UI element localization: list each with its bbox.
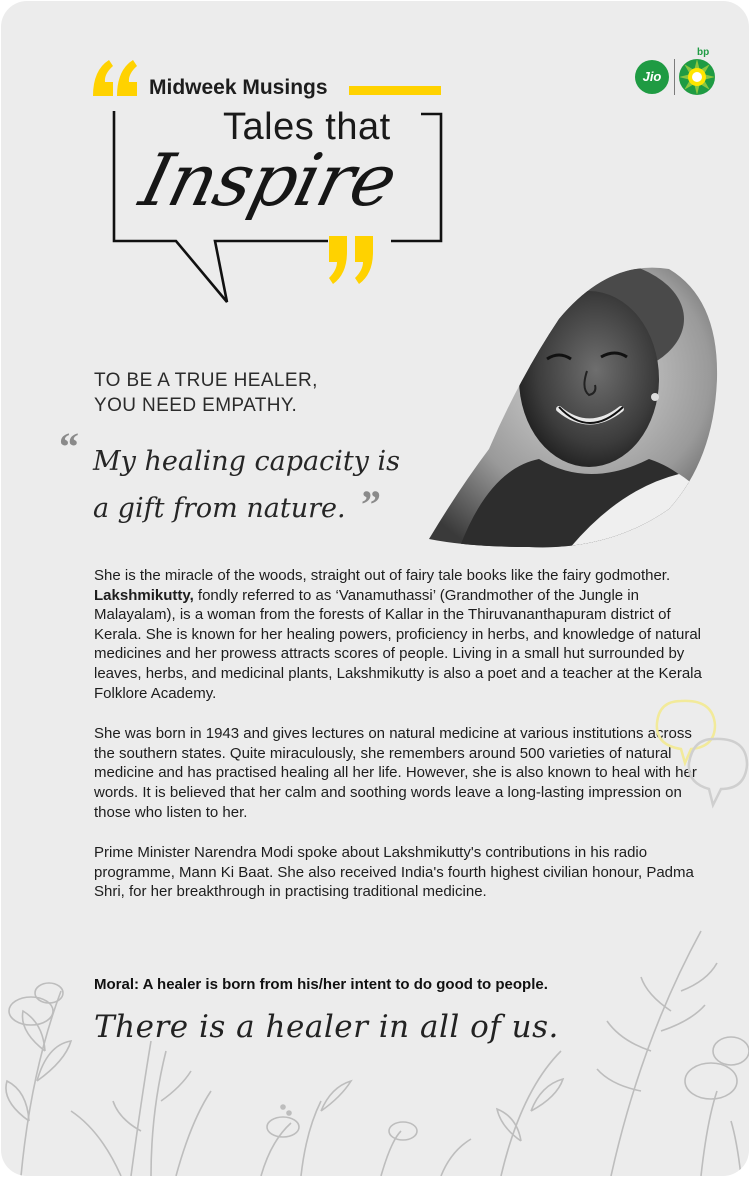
speech-bubbles-decor-icon xyxy=(651,691,749,811)
masthead-line-2: Inspire xyxy=(132,138,405,222)
paragraph-3: Prime Minister Narendra Modi spoke about Lakshmikutty's contributions in his radio programme, Mann Ki Baat. She also received India's fourth highest civilian honour, Padma Shri, for her breakthrough in practising traditional medicine. xyxy=(94,844,694,901)
headline-line-1: TO BE A TRUE HEALER, xyxy=(94,370,318,391)
moral-line: Moral: A healer is born from his/her intent to do good to people. xyxy=(94,976,548,993)
grey-close-quote-icon: ” xyxy=(361,482,381,527)
jio-bp-logo xyxy=(635,47,719,107)
masthead-line-1: Tales that xyxy=(223,106,391,148)
jio-logo-icon: Jio xyxy=(635,60,669,94)
closing-script: There is a healer in all of us. xyxy=(94,1009,559,1045)
poster-card xyxy=(1,1,749,1176)
yellow-close-quote-icon xyxy=(329,236,373,284)
grey-open-quote-icon: “ xyxy=(59,424,79,469)
yellow-bar xyxy=(349,86,441,95)
paragraph-1-rest: fondly referred to as ‘Vanamuthassi’ (Grandmother of the Jungle in Malayalam), is a woman from the forests of Kallar in the Thiruvananthapuram district of Kerala. She is known for her healing powers, proficiency in herbs, and knowledge of natural medicines and her prowess attracts scores of people. Living in a small hut surrounded by leaves, herbs, and medicinal plants, Lakshmikutty is also a poet and a teacher at the Kerala Folklore Academy. xyxy=(94,586,702,702)
headline xyxy=(94,368,318,418)
herbs-illustration xyxy=(1,901,749,1176)
pull-quote-line-1: My healing capacity is xyxy=(93,446,401,477)
masthead xyxy=(91,56,451,316)
yellow-open-quote-icon xyxy=(93,60,137,96)
pull-quote-line-2: a gift from nature. xyxy=(93,493,346,524)
subject-name: Lakshmikutty, xyxy=(94,586,194,604)
bp-helios-icon xyxy=(677,57,717,97)
paragraph-1-start: She is the miracle of the woods, straight out of fairy tale books like the fairy godmother. xyxy=(94,567,671,584)
portrait-image xyxy=(419,259,719,549)
bp-label: bp xyxy=(697,47,710,58)
headline-line-2: YOU NEED EMPATHY. xyxy=(94,395,298,416)
paragraph-1 xyxy=(94,566,706,703)
logo-divider xyxy=(674,59,675,95)
paragraph-2: She was born in 1943 and gives lectures on natural medicine at various institutions across the southern states. Quite miraculously, she remembers around 500 varieties of natural medicine and has practised healing all her life. However, she is also known to heal with her words. It is believed that her calm and soothing words leave a long-lasting impression on those who listen to her. xyxy=(94,725,697,821)
story-body xyxy=(94,566,706,923)
series-title: Midweek Musings xyxy=(149,76,328,99)
